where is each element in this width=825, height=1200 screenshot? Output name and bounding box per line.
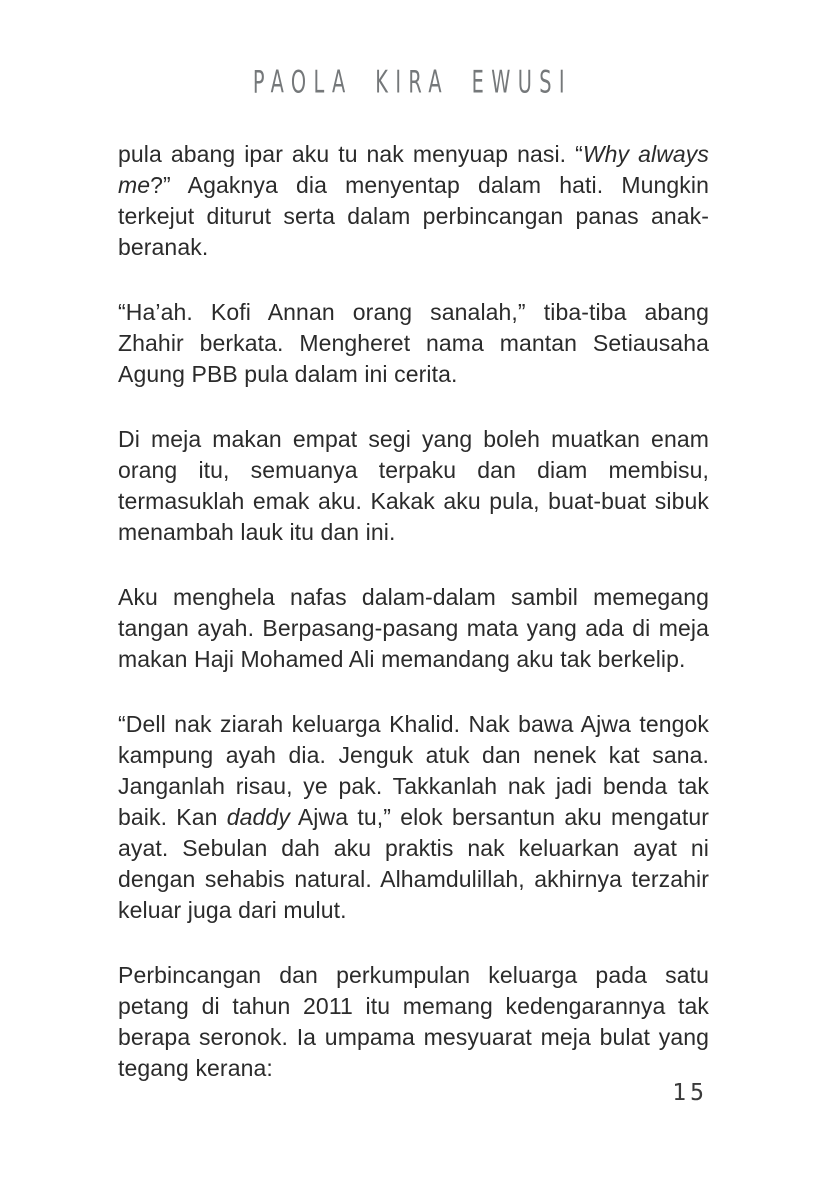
paragraph-4: Aku menghela nafas dalam-dalam sambil memegang tangan ayah. Berpasang-pasang mata yang ada di meja makan Haji Mohamed Ali memandang aku tak berkelip. — [118, 584, 709, 672]
paragraph-2: “Ha’ah. Kofi Annan orang sanalah,” tiba-tiba abang Zhahir berkata. Mengheret nama mantan Setiausaha Agung PBB pula dalam ini cerita. — [118, 299, 709, 387]
paragraph-3: Di meja makan empat segi yang boleh muatkan enam orang itu, semuanya terpaku dan diam membisu, termasuklah emak aku. Kakak aku pula, buat-buat sibuk menambah lauk itu dan ini. — [118, 426, 709, 545]
paragraph-6: Perbincangan dan perkumpulan keluarga pada satu petang di tahun 2011 itu memang kedengarannya tak berapa seronok. Ia umpama mesyuarat meja bulat yang tegang kerana: — [118, 962, 709, 1081]
running-header-title: PAOLA KIRA EWUSI — [252, 64, 573, 100]
page-number: 15 — [672, 1080, 708, 1106]
paragraph-5: “Dell nak ziarah keluarga Khalid. Nak bawa Ajwa tengok kampung ayah dia. Jenguk atuk dan nenek kat sana. Janganlah risau, ye pak. Takkanlah nak jadi benda tak baik. Kan daddy Ajwa tu,” elok bersantun aku mengatur ayat. Sebulan dah aku praktis nak keluarkan ayat ni dengan sehabis natural. Alhamdulillah, akhirnya terzahir keluar juga dari mulut. — [118, 711, 709, 923]
paragraph-1: pula abang ipar aku tu nak menyuap nasi. “Why always me?” Agaknya dia menyentap dalam hati. Mungkin terkejut diturut serta dalam perbincangan panas anak-beranak. — [118, 141, 709, 260]
body-text-column — [118, 139, 709, 1084]
running-header — [0, 64, 825, 100]
